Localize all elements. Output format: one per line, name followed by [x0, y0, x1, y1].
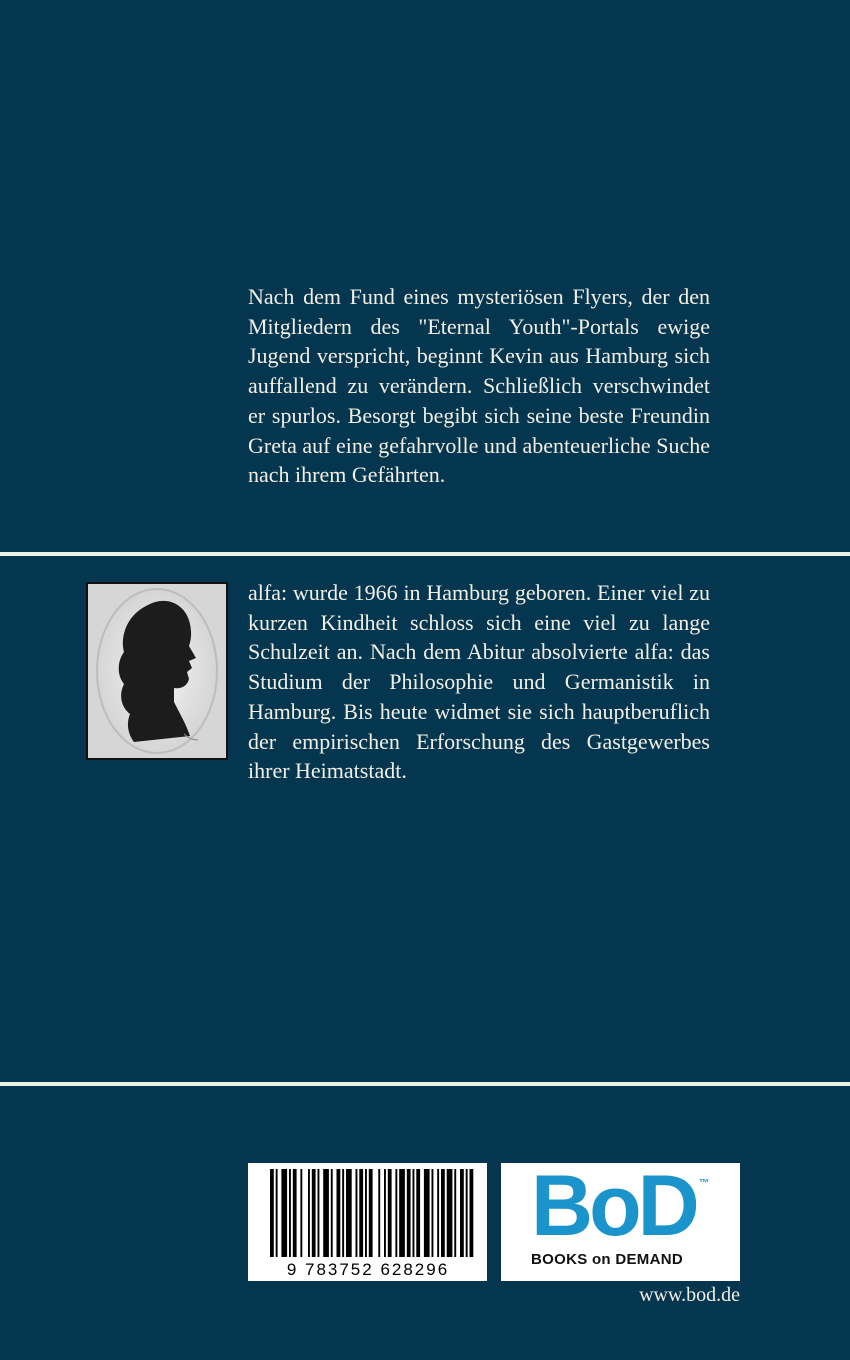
- barcode-bar: [300, 1169, 302, 1257]
- barcode-bar: [399, 1169, 405, 1257]
- barcode-bar: [369, 1169, 373, 1257]
- barcode-bar: [281, 1169, 287, 1257]
- barcode-bar: [395, 1169, 397, 1257]
- barcode-bar: [416, 1169, 420, 1257]
- barcode-bar: [441, 1169, 445, 1257]
- author-portrait: [86, 582, 228, 760]
- barcode-bar: [424, 1169, 430, 1257]
- trademark-symbol: ™: [699, 1178, 709, 1189]
- barcode-bar: [378, 1169, 380, 1257]
- barcode-bar: [342, 1169, 344, 1257]
- barcode-bar: [454, 1169, 456, 1257]
- barcode-bar: [318, 1169, 320, 1257]
- barcode-bar: [337, 1169, 341, 1257]
- barcode-bar: [312, 1169, 316, 1257]
- publisher-name: BOOKS on DEMAND: [531, 1251, 683, 1268]
- divider-bottom: [0, 1082, 850, 1086]
- barcode-bar: [346, 1169, 352, 1257]
- barcode-bar: [289, 1169, 291, 1257]
- divider-top: [0, 552, 850, 556]
- barcode-bar: [308, 1169, 310, 1257]
- barcode-bar: [323, 1169, 329, 1257]
- bod-wordmark: BoD: [531, 1158, 696, 1254]
- barcode-bar: [270, 1169, 274, 1257]
- isbn-barcode: [248, 1163, 487, 1281]
- barcode-bar: [437, 1169, 439, 1257]
- barcode-bar: [293, 1169, 297, 1257]
- publisher-logo: [501, 1158, 740, 1281]
- barcode-bar: [407, 1169, 411, 1257]
- barcode-bar: [331, 1169, 333, 1257]
- barcode-bar: [470, 1169, 474, 1257]
- barcode-bar: [413, 1169, 415, 1257]
- barcode-bar: [432, 1169, 434, 1257]
- barcode-bar: [359, 1169, 363, 1257]
- barcode-bar: [384, 1169, 386, 1257]
- barcode-bar: [365, 1169, 367, 1257]
- isbn-digits: 9 783752 628296: [286, 1260, 450, 1279]
- publisher-website: www.bod.de: [639, 1284, 740, 1306]
- author-bio: alfa: wurde 1966 in Hamburg geboren. Einer viel zu kurzen Kindheit schloss sich eine viel zu lange Schulzeit an. Nach dem Abitur absolvierte alfa: das Studium der Philosophie und Germanistik in Hamburg. Bis heute widmet sie sich hauptberuflich der empirischen Erforschung des Gastgewerbes ihrer Heimatstadt.: [248, 580, 710, 784]
- barcode-bar: [276, 1169, 278, 1257]
- barcode-bar: [447, 1169, 453, 1257]
- book-blurb: Nach dem Fund eines mysteriösen Flyers, der den Mitgliedern des "Eternal Youth"-Portals ewige Jugend verspricht, beginnt Kevin aus Hamburg sich auffallend zu verändern. Schließlich verschwindet er spurlos. Besorgt begibt sich seine beste Freundin Greta auf eine gefahrvolle und abenteuerliche Suche nach ihrem Gefährten.: [248, 284, 710, 488]
- barcode-bar: [460, 1169, 464, 1257]
- barcode-bar: [388, 1169, 392, 1257]
- barcode-bar: [466, 1169, 468, 1257]
- barcode-bar: [356, 1169, 358, 1257]
